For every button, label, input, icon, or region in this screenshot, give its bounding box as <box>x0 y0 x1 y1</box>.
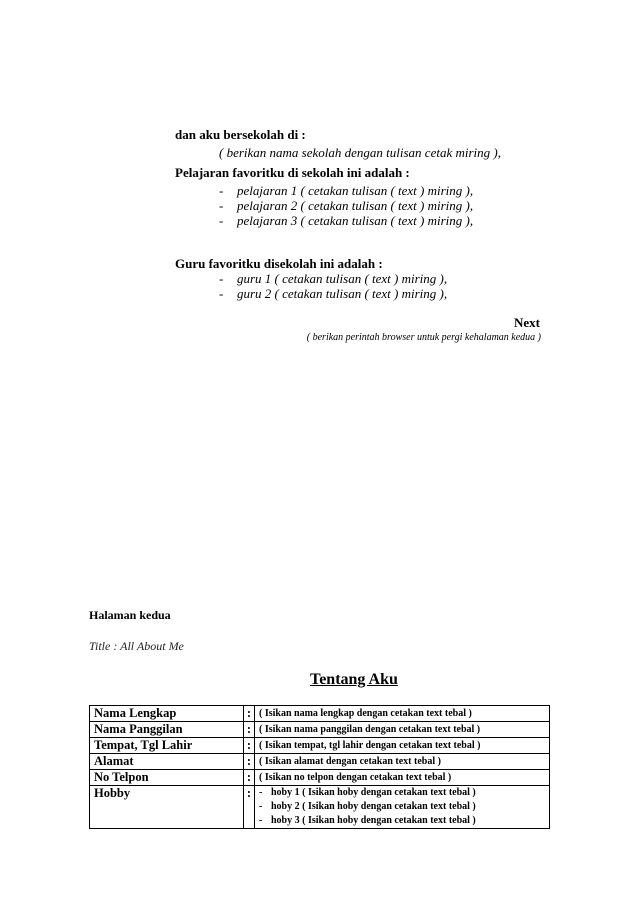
row-colon: : <box>244 754 255 770</box>
list-item: - hoby 2 ( Isikan hoby dengan cetakan text tebal ) <box>259 801 476 812</box>
profile-table <box>89 705 550 829</box>
list-dash: - <box>219 271 224 286</box>
list-item: - pelajaran 1 ( cetakan tulisan ( text ) miring ), <box>219 183 474 198</box>
row-value: ( Isikan no telpon dengan cetakan text tebal ) <box>255 770 550 786</box>
next-hint: ( berikan perintah browser untuk pergi kehalaman kedua ) <box>306 332 541 343</box>
row-label: Nama Lengkap <box>90 706 244 722</box>
list-dash: - <box>259 801 263 812</box>
row-colon: : <box>244 722 255 738</box>
row-label: No Telpon <box>90 770 244 786</box>
row-label: Nama Panggilan <box>90 722 244 738</box>
section-label: Halaman kedua <box>89 608 171 622</box>
teachers-list <box>219 271 447 301</box>
list-item: - guru 2 ( cetakan tulisan ( text ) miring ), <box>219 286 448 301</box>
list-dash: - <box>219 286 224 301</box>
row-colon: : <box>244 770 255 786</box>
row-colon: : <box>244 786 255 829</box>
list-dash: - <box>259 815 263 826</box>
list-dash: - <box>219 213 224 228</box>
row-colon: : <box>244 706 255 722</box>
subjects-intro: Pelajaran favoritku di sekolah ini adalah : <box>175 165 410 180</box>
row-colon: : <box>244 738 255 754</box>
list-item: - pelajaran 3 ( cetakan tulisan ( text ) miring ), <box>219 213 474 228</box>
list-dash: - <box>219 183 224 198</box>
table-row <box>90 738 550 754</box>
row-value: ( Isikan nama lengkap dengan cetakan text tebal ) <box>255 706 550 722</box>
row-value: ( Isikan alamat dengan cetakan text tebal ) <box>255 754 550 770</box>
title-line: Title : All About Me <box>89 639 184 653</box>
list-dash: - <box>219 198 224 213</box>
table-row-hobby <box>90 786 550 829</box>
row-value: ( Isikan tempat, tgl lahir dengan cetakan text tebal ) <box>255 738 550 754</box>
row-label: Hobby <box>90 786 244 829</box>
list-dash: - <box>259 787 263 798</box>
row-label: Tempat, Tgl Lahir <box>90 738 244 754</box>
list-item: - hoby 3 ( Isikan hoby dengan cetakan text tebal ) <box>259 815 476 826</box>
list-item: - guru 1 ( cetakan tulisan ( text ) miring ), <box>219 271 448 286</box>
school-hint: ( berikan nama sekolah dengan tulisan cetak miring ), <box>219 145 501 160</box>
teachers-intro: Guru favoritku disekolah ini adalah : <box>175 256 383 271</box>
school-intro: dan aku bersekolah di : <box>175 127 306 142</box>
table-row <box>90 754 550 770</box>
page-heading: Tentang Aku <box>310 671 398 688</box>
row-label: Alamat <box>90 754 244 770</box>
table-row <box>90 706 550 722</box>
list-item: - hoby 1 ( Isikan hoby dengan cetakan text tebal ) <box>259 787 476 798</box>
table-row <box>90 770 550 786</box>
next-link[interactable]: Next <box>514 315 540 330</box>
list-item: - pelajaran 2 ( cetakan tulisan ( text ) miring ), <box>219 198 474 213</box>
subjects-list <box>219 183 473 228</box>
row-value: ( Isikan nama panggilan dengan cetakan text tebal ) <box>255 722 550 738</box>
hobby-list <box>255 786 550 829</box>
table-row <box>90 722 550 738</box>
